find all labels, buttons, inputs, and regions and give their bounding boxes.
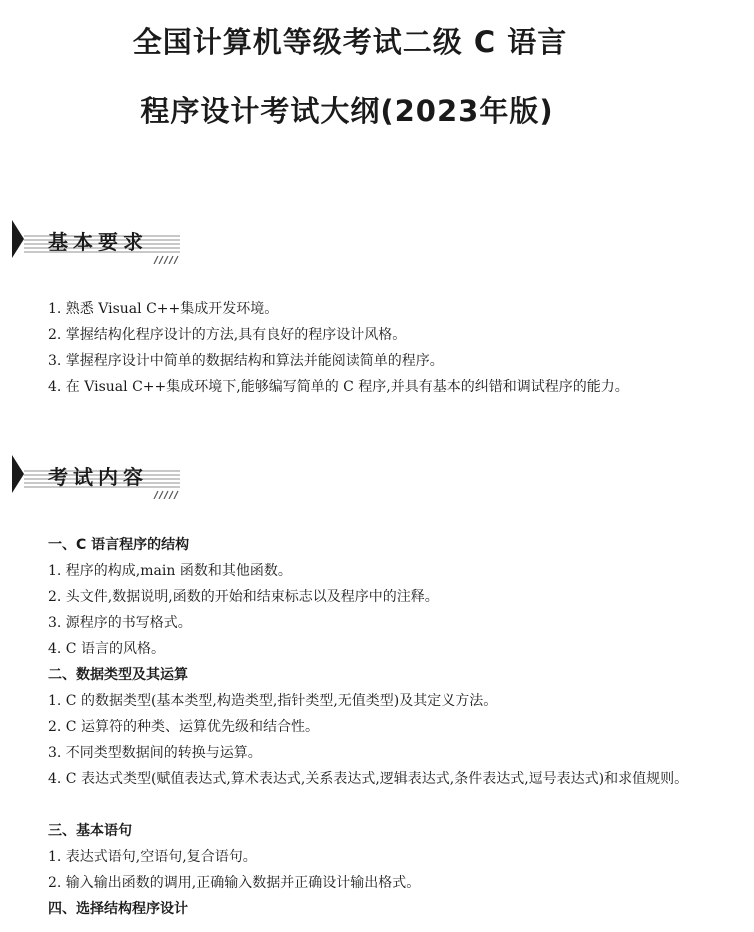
subsection-title: 三、基本语句: [48, 823, 132, 839]
subsection-title: 一、C 语言程序的结构: [48, 537, 190, 553]
document-title-line-1: 全国计算机等级考试二级 C 语言: [132, 25, 568, 59]
list-item: 3. 掌握程序设计中简单的数据结构和算法并能阅读简单的程序。: [48, 353, 444, 369]
subsection-title: 二、数据类型及其运算: [48, 667, 188, 683]
list-item: 3. 源程序的书写格式。: [48, 615, 192, 631]
section-header-basic-requirements: [12, 218, 184, 264]
list-item: 1. 表达式语句,空语句,复合语句。: [48, 849, 257, 865]
section-heading: 考试内容: [48, 465, 148, 489]
list-item: 3. 不同类型数据间的转换与运算。: [48, 745, 262, 761]
list-item: 4. C 表达式类型(赋值表达式,算术表达式,关系表达式,逻辑表达式,条件表达式,逗号表达式)和求值规则。: [48, 771, 689, 787]
list-item: 2. 掌握结构化程序设计的方法,具有良好的程序设计风格。: [48, 327, 407, 343]
list-item: 1. 熟悉 Visual C++集成开发环境。: [48, 301, 279, 317]
section-heading: 基本要求: [48, 230, 148, 254]
list-item: 2. 输入输出函数的调用,正确输入数据并正确设计输出格式。: [48, 875, 421, 891]
subsection-title: 四、选择结构程序设计: [48, 901, 188, 917]
list-item: 1. C 的数据类型(基本类型,构造类型,指针类型,无值类型)及其定义方法。: [48, 693, 498, 709]
document-title-line-2: 程序设计考试大纲(2023年版): [140, 94, 554, 128]
list-item: 2. 头文件,数据说明,函数的开始和结束标志以及程序中的注释。: [48, 589, 439, 605]
section-header-exam-content: [12, 453, 184, 499]
list-item: 2. C 运算符的种类、运算优先级和结合性。: [48, 719, 319, 735]
list-item: 1. 程序的构成,main 函数和其他函数。: [48, 563, 292, 579]
list-item: 4. 在 Visual C++集成环境下,能够编写简单的 C 程序,并具有基本的纠错和调试程序的能力。: [48, 379, 629, 395]
list-item: 4. C 语言的风格。: [48, 641, 165, 657]
